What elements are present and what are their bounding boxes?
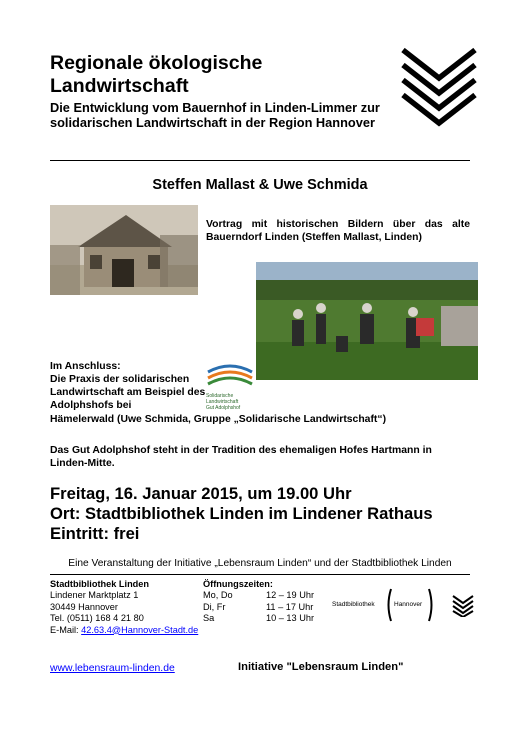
hours-heading: Öffnungszeiten: bbox=[203, 579, 273, 589]
email-label: E-Mail: bbox=[50, 624, 79, 635]
solawi-logo-text bbox=[206, 393, 254, 411]
hours-time: 11 – 17 Uhr bbox=[266, 601, 314, 612]
speakers: Steffen Mallast & Uwe Schmida bbox=[152, 177, 368, 193]
hours-row bbox=[203, 613, 314, 624]
title-line-2: Landwirtschaft bbox=[50, 75, 189, 97]
anschluss-continuation: Hämelerwald (Uwe Schmida, Gruppe „Solidarische Landwirtschaft“) bbox=[50, 414, 387, 425]
poster-title bbox=[50, 52, 350, 98]
hours-table bbox=[203, 590, 314, 624]
book-logo-small-icon bbox=[451, 593, 475, 617]
stadtbibliothek-logo-text: Stadtbibliothek bbox=[332, 601, 375, 608]
bracket-left-icon bbox=[385, 588, 393, 622]
solawi-logo-text-3: Gut Adolphshof bbox=[206, 405, 241, 411]
initiative-name: Initiative "Lebensraum Linden" bbox=[238, 661, 404, 673]
library-street: Lindener Marktplatz 1 bbox=[50, 590, 139, 601]
bracket-right-icon bbox=[427, 588, 435, 622]
hours-time: 10 – 13 Uhr bbox=[266, 613, 315, 624]
organizers: Eine Veranstaltung der Initiative „Lebensraum Linden“ und der Stadtbibliothek Linden bbox=[68, 558, 452, 569]
event-location: Ort: Stadtbibliothek Linden im Lindener Rathaus bbox=[50, 504, 433, 523]
hours-row bbox=[203, 590, 314, 601]
book-logo-icon bbox=[398, 42, 480, 132]
library-name: Stadtbibliothek Linden bbox=[50, 579, 150, 589]
solawi-logo-text-1: Solidarische bbox=[206, 393, 234, 399]
tradition-text: Das Gut Adolphshof steht in der Tradition des ehemaligen Hofes Hartmann in Linden-Mitte. bbox=[50, 445, 432, 469]
solawi-logo bbox=[206, 364, 254, 410]
hours-time: 12 – 19 Uhr bbox=[266, 590, 315, 601]
solawi-logo-text-2: Landwirtschaft bbox=[206, 399, 239, 405]
hannover-logo-text: Hannover bbox=[394, 601, 423, 608]
opening-hours bbox=[203, 579, 314, 625]
title-line-1: Regionale ökologische bbox=[50, 52, 263, 74]
solawi-wave-icon bbox=[206, 364, 254, 388]
library-email-line bbox=[50, 625, 200, 636]
event-date: Freitag, 16. Januar 2015, um 19.00 Uhr bbox=[50, 484, 352, 503]
anschluss-block bbox=[50, 360, 210, 412]
hours-days: Di, Fr bbox=[203, 601, 226, 612]
hours-row bbox=[203, 602, 314, 613]
divider-footer bbox=[50, 574, 470, 575]
talk-description: Vortrag mit historischen Bildern über das alte Bauerndorf Linden (Steffen Mallast, Linden) bbox=[206, 219, 470, 243]
anschluss-label: Im Anschluss: bbox=[50, 361, 121, 372]
website-link[interactable]: www.lebensraum-linden.de bbox=[50, 663, 175, 674]
historic-farmhouse-photo bbox=[50, 205, 198, 295]
library-address bbox=[50, 579, 200, 636]
email-link[interactable]: 42.63.4@Hannover-Stadt.de bbox=[81, 624, 199, 635]
hours-days: Mo, Do bbox=[203, 590, 233, 601]
field-workers-photo bbox=[256, 262, 478, 380]
poster-subtitle: Die Entwicklung vom Bauernhof in Linden-Limmer zur solidarischen Landwirtschaft in der Region Hannover bbox=[50, 100, 380, 130]
event-entry: Eintritt: frei bbox=[50, 524, 140, 543]
divider bbox=[50, 160, 470, 161]
anschluss-text: Die Praxis der solidarischen Landwirtschaft am Beispiel des Adolphshofs bei bbox=[50, 374, 206, 411]
hours-days: Sa bbox=[203, 613, 215, 624]
library-phone: Tel. (0511) 168 4 21 80 bbox=[50, 613, 144, 624]
library-city: 30449 Hannover bbox=[50, 601, 118, 612]
